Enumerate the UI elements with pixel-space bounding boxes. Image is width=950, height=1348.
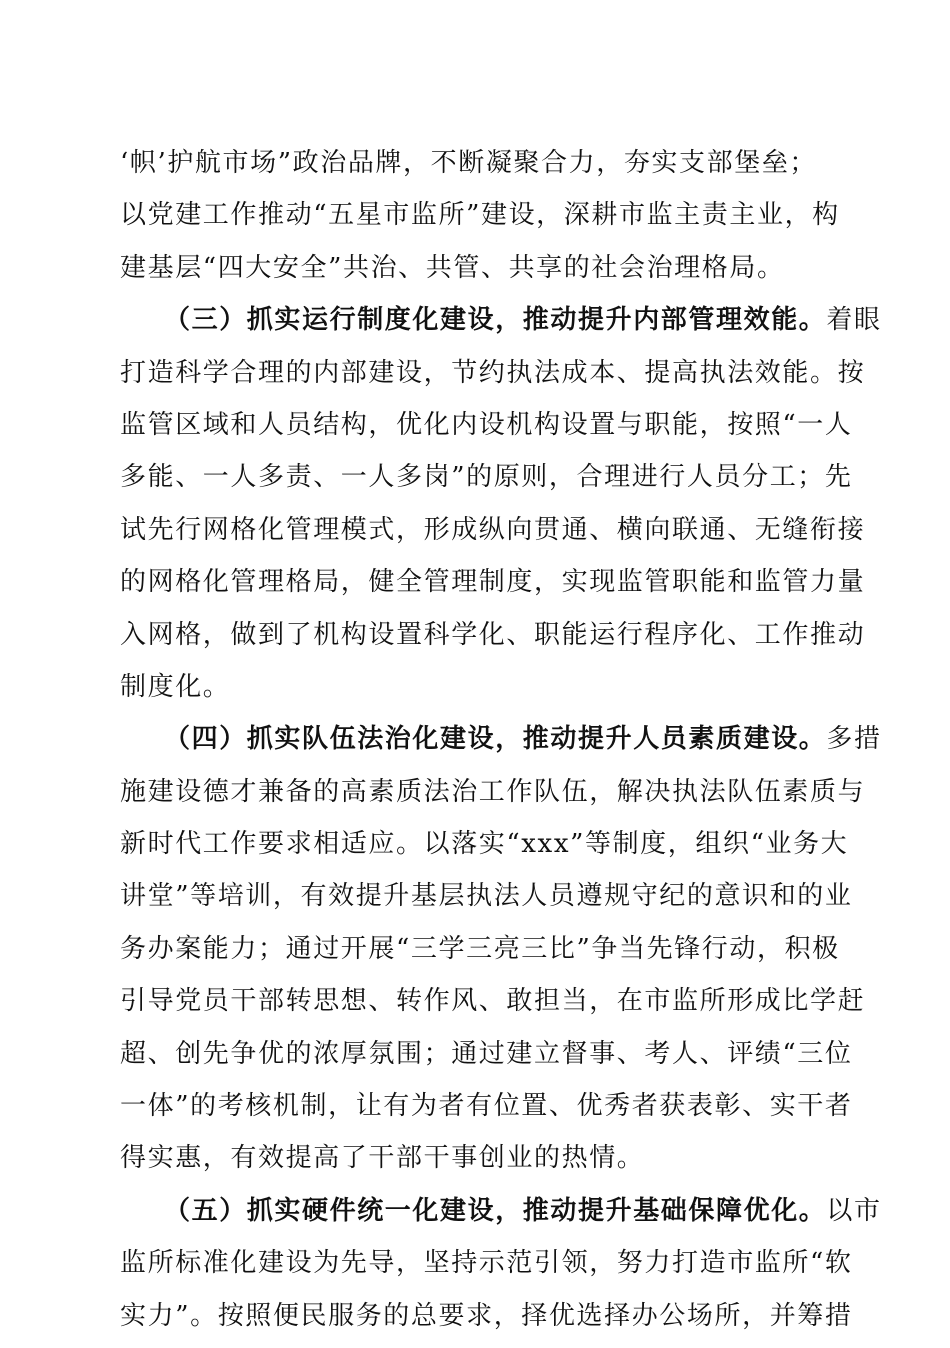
text-line: 监管区域和人员结构，优化内设机构设置与职能，按照“一人 bbox=[120, 409, 853, 440]
text-line-first bbox=[120, 1191, 882, 1243]
document-body bbox=[120, 143, 882, 1348]
text-line: 施建设德才兼备的高素质法治工作队伍，解决执法队伍素质与 bbox=[120, 776, 866, 807]
text-line: 新时代工作要求相适应。以落实“xxx”等制度，组织“业务大 bbox=[120, 829, 849, 860]
text-line: 实力”。按照便民服务的总要求，择优选择办公场所，并筹措 bbox=[120, 1300, 853, 1331]
text-line: 超、创先争优的浓厚氛围；通过建立督事、考人、评绩“三位 bbox=[120, 1038, 853, 1069]
section-heading: （五）抓实硬件统一化建设，推动提升基础保障优化。 bbox=[164, 1195, 827, 1226]
text-line: 入网格，做到了机构设置科学化、职能运行程序化、工作推动 bbox=[120, 619, 866, 650]
text-line-first bbox=[120, 719, 882, 771]
text-run: 多措 bbox=[826, 724, 882, 755]
text-line: 讲堂”等培训，有效提升基层执法人员遵规守纪的意识和的业 bbox=[120, 881, 853, 912]
text-line: ‘帜’护航市场”政治品牌，不断凝聚合力，夯实支部堡垒； bbox=[120, 148, 818, 178]
text-run: 着眼 bbox=[826, 305, 882, 336]
text-line: 引导党员干部转思想、转作风、敢担当，在市监所形成比学赶 bbox=[120, 986, 866, 1017]
text-line: 建基层“四大安全”共治、共管、共享的社会治理格局。 bbox=[120, 252, 785, 283]
text-line: 监所标准化建设为先导，坚持示范引领，努力打造市监所“软 bbox=[120, 1248, 853, 1279]
text-line: 打造科学合理的内部建设，节约执法成本、提高执法效能。按 bbox=[120, 357, 866, 388]
section-heading: （四）抓实队伍法治化建设，推动提升人员素质建设。 bbox=[164, 724, 827, 755]
text-line: 得实惠，有效提高了干部干事创业的热情。 bbox=[120, 1143, 645, 1174]
text-run: 以市 bbox=[826, 1195, 882, 1226]
text-line: 多能、一人多责、一人多岗”的原则，合理进行人员分工；先 bbox=[120, 462, 853, 493]
text-line: 务办案能力；通过开展“三学三亮三比”争当先锋行动，积极 bbox=[120, 933, 840, 964]
paragraph-continuation bbox=[120, 143, 840, 300]
text-line-first bbox=[120, 300, 882, 352]
text-line: 制度化。 bbox=[120, 671, 231, 702]
paragraph-section-3 bbox=[120, 300, 882, 719]
text-line: 的网格化管理格局，健全管理制度，实现监管职能和监管力量 bbox=[120, 567, 866, 598]
paragraph-section-5 bbox=[120, 1191, 882, 1348]
section-heading: （三）抓实运行制度化建设，推动提升内部管理效能。 bbox=[164, 305, 827, 336]
text-line: 试先行网格化管理模式，形成纵向贯通、横向联通、无缝衔接 bbox=[120, 514, 866, 545]
text-line: 一体”的考核机制，让有为者有位置、优秀者获表彰、实干者 bbox=[120, 1091, 853, 1122]
paragraph-section-4 bbox=[120, 719, 882, 1191]
text-line: 以党建工作推动“五星市监所”建设，深耕市监主责主业，构 bbox=[120, 200, 840, 231]
